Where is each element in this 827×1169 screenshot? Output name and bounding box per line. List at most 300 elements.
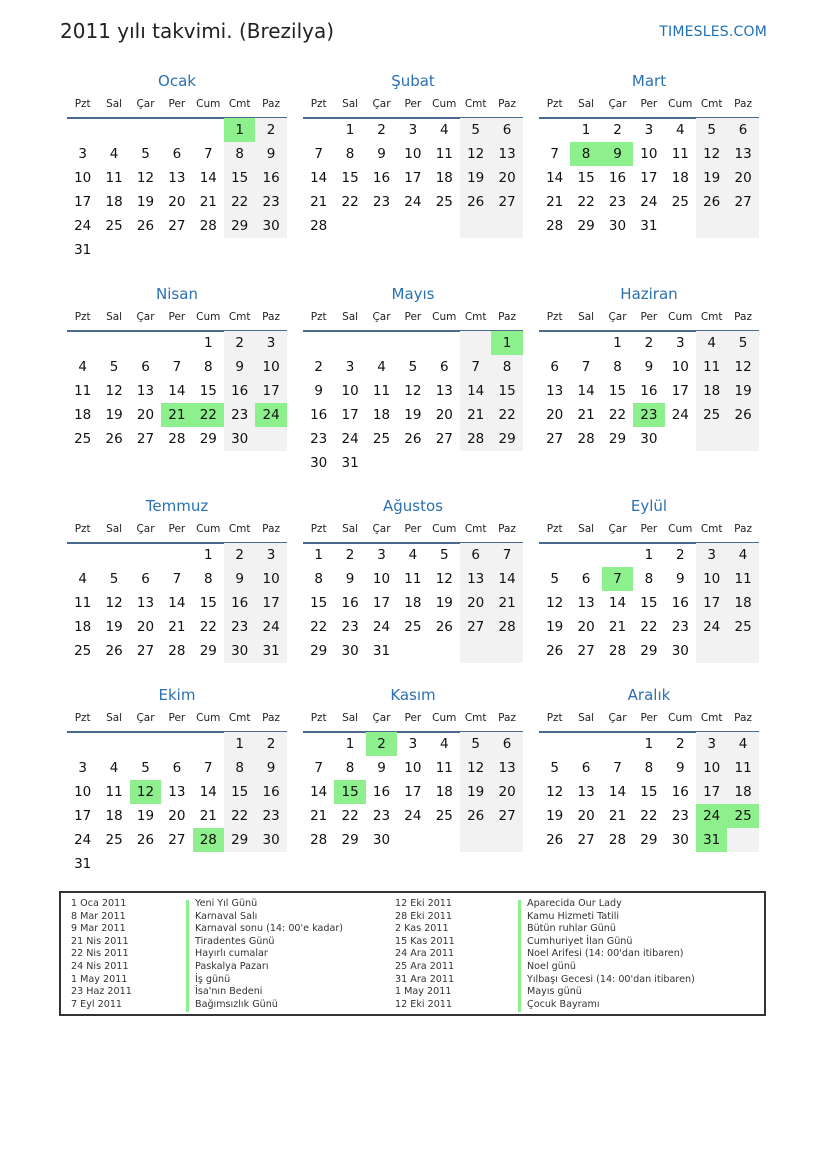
day-cell: 10 (341, 383, 359, 399)
weekday-label: Cmt (700, 311, 723, 323)
weekday-label: Sal (342, 712, 359, 724)
weekday-label: Cmt (700, 98, 723, 110)
day-cell: 24 (703, 619, 721, 635)
day-cell: 15 (640, 595, 658, 611)
day-cell: 3 (377, 547, 386, 563)
day-cell: 4 (439, 122, 449, 138)
day-cell: 14 (498, 571, 516, 587)
day-cell: 26 (467, 808, 485, 824)
day-cell: 18 (105, 194, 123, 210)
day-cell: 30 (310, 455, 328, 471)
day-cell: 11 (105, 784, 123, 800)
day-cell: 15 (199, 595, 217, 611)
day-cell: 17 (703, 784, 721, 800)
weekday-label: Sal (578, 712, 595, 724)
day-cell: 23 (372, 194, 391, 210)
holiday-date: 7 Eyl 2011 (71, 998, 123, 1010)
weekday-label: Cmt (464, 98, 487, 110)
day-cell: 19 (467, 170, 485, 186)
holiday-name: Çocuk Bayramı (527, 998, 600, 1010)
day-cell: 6 (502, 736, 512, 752)
weekday-label: Cum (668, 98, 693, 110)
holiday-date: 15 Kas 2011 (395, 935, 455, 947)
weekday-label: Cum (668, 311, 693, 323)
day-cell: 30 (671, 643, 689, 659)
day-cell: 25 (372, 431, 391, 447)
weekday-label: Paz (734, 523, 752, 535)
weekday-label: Cum (196, 98, 221, 110)
weekday-label: Cmt (700, 712, 723, 724)
day-cell: 16 (262, 170, 280, 186)
holiday-day-cell: 12 (130, 780, 161, 804)
holiday-day-cell: 2 (366, 732, 397, 756)
day-cell: 20 (136, 619, 155, 635)
day-cell: 28 (546, 218, 564, 234)
day-cell: 28 (577, 431, 595, 447)
day-cell: 26 (435, 619, 453, 635)
day-cell: 22 (608, 407, 627, 423)
day-cell: 3 (78, 146, 87, 162)
day-cell: 27 (498, 194, 516, 210)
day-cell: 20 (498, 170, 516, 186)
day-cell: 9 (345, 571, 355, 587)
day-cell: 29 (310, 643, 328, 659)
day-cell: 27 (734, 194, 752, 210)
day-cell: 16 (341, 595, 359, 611)
day-cell: 19 (435, 595, 453, 611)
weekday-label: Pzt (74, 712, 91, 724)
day-cell: 13 (498, 760, 516, 776)
weekday-label: Çar (608, 311, 627, 323)
weekday-label: Pzt (546, 98, 563, 110)
month-name: Ocak (158, 72, 196, 90)
day-cell: 22 (498, 407, 516, 423)
day-cell: 17 (671, 383, 689, 399)
day-cell: 9 (235, 571, 244, 587)
day-cell: 18 (74, 619, 92, 635)
day-cell: 26 (703, 194, 721, 210)
weekday-label: Per (168, 98, 186, 110)
day-cell: 31 (341, 455, 359, 471)
day-cell: 14 (199, 784, 217, 800)
weekday-label: Paz (262, 311, 280, 323)
day-cell: 23 (671, 808, 689, 824)
day-cell: 28 (608, 832, 627, 848)
day-cell: 10 (703, 760, 721, 776)
weekday-label: Cmt (464, 712, 487, 724)
weekday-label: Çar (136, 311, 155, 323)
weekday-label: Paz (262, 712, 280, 724)
day-cell: 7 (203, 760, 213, 776)
weekday-label: Sal (342, 311, 359, 323)
day-cell: 25 (105, 832, 123, 848)
day-cell: 11 (671, 146, 689, 162)
day-cell: 7 (550, 146, 559, 162)
holiday-name: Paskalya Pazarı (195, 960, 269, 972)
month-name: Eylül (630, 497, 668, 515)
day-cell: 3 (408, 736, 418, 752)
day-cell: 11 (404, 571, 422, 587)
day-cell: 9 (314, 383, 323, 399)
holiday-name: Cumhuriyet İlan Günü (527, 935, 633, 947)
day-cell: 29 (199, 431, 217, 447)
day-cell: 23 (262, 808, 280, 824)
day-cell: 23 (262, 194, 280, 210)
day-cell: 1 (345, 736, 355, 752)
day-cell: 20 (467, 595, 485, 611)
day-cell: 5 (408, 359, 418, 375)
weekday-label: Sal (578, 98, 595, 110)
day-cell: 11 (372, 383, 391, 399)
holiday-date: 2 Kas 2011 (395, 923, 449, 935)
day-cell: 1 (203, 547, 213, 563)
month-name: Haziran (620, 285, 678, 303)
weekday-label: Per (168, 712, 186, 724)
holiday-date: 1 May 2011 (71, 973, 128, 985)
weekday-label: Pzt (310, 311, 327, 323)
day-cell: 7 (502, 547, 512, 563)
weekday-label: Per (640, 712, 658, 724)
day-cell: 20 (168, 194, 186, 210)
day-cell: 3 (266, 547, 276, 563)
day-cell: 4 (738, 736, 748, 752)
day-cell: 9 (675, 571, 685, 587)
day-cell: 1 (203, 335, 213, 351)
day-cell: 21 (199, 808, 217, 824)
day-cell: 30 (671, 832, 689, 848)
day-cell: 5 (439, 547, 449, 563)
day-cell: 30 (640, 431, 658, 447)
holiday-name: Bağımsızlık Günü (195, 998, 278, 1010)
holiday-list (59, 891, 766, 1016)
weekday-label: Per (640, 523, 658, 535)
holiday-name: Mayıs günü (527, 986, 582, 998)
day-cell: 5 (471, 122, 480, 138)
day-cell: 17 (640, 170, 658, 186)
weekday-label: Sal (106, 712, 123, 724)
day-cell: 4 (707, 335, 716, 351)
day-cell: 16 (231, 383, 249, 399)
day-cell: 24 (74, 832, 92, 848)
day-cell: 26 (467, 194, 485, 210)
day-cell: 27 (435, 431, 453, 447)
weekday-label: Per (640, 98, 658, 110)
day-cell: 10 (703, 571, 721, 587)
day-cell: 2 (644, 335, 654, 351)
day-cell: 8 (314, 571, 323, 587)
day-cell: 2 (266, 736, 276, 752)
holiday-day-cell: 22 (193, 403, 224, 427)
day-cell: 14 (608, 784, 627, 800)
day-cell: 7 (172, 571, 182, 587)
day-cell: 13 (467, 571, 485, 587)
day-cell: 18 (435, 170, 453, 186)
day-cell: 12 (136, 170, 155, 186)
day-cell: 13 (498, 146, 516, 162)
day-cell: 25 (734, 619, 752, 635)
weekday-label: Cmt (700, 523, 723, 535)
day-cell: 28 (168, 431, 186, 447)
day-cell: 18 (734, 595, 752, 611)
day-cell: 2 (613, 122, 622, 138)
day-cell: 9 (266, 146, 276, 162)
day-cell: 11 (734, 571, 752, 587)
weekday-label: Sal (106, 523, 123, 535)
day-cell: 15 (310, 595, 328, 611)
weekday-label: Çar (372, 712, 391, 724)
day-cell: 25 (105, 218, 123, 234)
day-cell: 4 (78, 571, 87, 587)
day-cell: 21 (608, 619, 627, 635)
day-cell: 2 (235, 335, 244, 351)
day-cell: 16 (310, 407, 328, 423)
day-cell: 7 (314, 146, 323, 162)
day-cell: 1 (345, 122, 355, 138)
day-cell: 14 (310, 170, 328, 186)
day-cell: 5 (707, 122, 716, 138)
day-cell: 13 (734, 146, 752, 162)
day-cell: 27 (577, 832, 595, 848)
day-cell: 20 (498, 784, 516, 800)
holiday-name: Kamu Hizmeti Tatili (527, 910, 620, 922)
day-cell: 11 (435, 146, 453, 162)
day-cell: 20 (577, 808, 595, 824)
day-cell: 9 (377, 760, 386, 776)
day-cell: 20 (577, 619, 595, 635)
day-cell: 1 (581, 122, 591, 138)
weekday-label: Sal (106, 311, 123, 323)
day-cell: 17 (74, 194, 92, 210)
weekday-label: Cum (432, 311, 457, 323)
holiday-name: Karnaval sonu (14: 00'e kadar) (195, 923, 344, 935)
day-cell: 26 (136, 218, 155, 234)
weekday-label: Pzt (546, 712, 563, 724)
day-cell: 9 (644, 359, 654, 375)
day-cell: 12 (703, 146, 721, 162)
weekday-label: Paz (498, 712, 516, 724)
day-cell: 10 (262, 571, 280, 587)
day-cell: 21 (310, 808, 328, 824)
day-cell: 21 (199, 194, 217, 210)
day-cell: 12 (404, 383, 422, 399)
weekday-label: Çar (372, 311, 391, 323)
holiday-names-right (527, 898, 695, 1011)
day-cell: 10 (671, 359, 689, 375)
day-cell: 19 (546, 619, 564, 635)
day-cell: 3 (408, 122, 418, 138)
day-cell: 13 (168, 170, 186, 186)
holiday-date: 12 Eki 2011 (395, 998, 453, 1010)
day-cell: 8 (235, 760, 244, 776)
day-cell: 18 (105, 808, 123, 824)
day-cell: 28 (168, 643, 186, 659)
weekday-label: Cum (196, 311, 221, 323)
day-cell: 13 (168, 784, 186, 800)
day-cell: 3 (675, 335, 685, 351)
day-cell: 10 (74, 170, 92, 186)
day-cell: 14 (546, 170, 564, 186)
day-cell: 26 (105, 643, 123, 659)
holiday-day-cell: 1 (224, 118, 255, 142)
holiday-name: Hayırlı cumalar (195, 948, 268, 960)
holiday-name: İsa'nın Bedeni (195, 986, 263, 998)
day-cell: 17 (404, 170, 422, 186)
month-name: Aralık (627, 686, 671, 704)
day-cell: 29 (199, 643, 217, 659)
day-cell: 12 (435, 571, 453, 587)
day-cell: 28 (310, 218, 328, 234)
day-cell: 12 (467, 760, 485, 776)
day-cell: 27 (168, 832, 186, 848)
day-cell: 30 (372, 832, 391, 848)
day-cell: 1 (613, 335, 622, 351)
day-cell: 15 (640, 784, 658, 800)
day-cell: 1 (314, 547, 323, 563)
day-cell: 21 (608, 808, 627, 824)
day-cell: 10 (404, 146, 422, 162)
day-cell: 21 (467, 407, 485, 423)
day-cell: 19 (105, 407, 123, 423)
day-cell: 19 (136, 194, 155, 210)
holiday-dates-right (395, 898, 455, 1011)
day-cell: 27 (136, 643, 155, 659)
day-cell: 3 (345, 359, 355, 375)
day-cell: 11 (734, 760, 752, 776)
day-cell: 27 (168, 218, 186, 234)
month-name: Mayıs (391, 285, 435, 303)
day-cell: 9 (235, 359, 244, 375)
day-cell: 13 (577, 595, 595, 611)
day-cell: 23 (608, 194, 627, 210)
weekday-label: Çar (372, 98, 391, 110)
weekday-label: Per (404, 311, 422, 323)
day-cell: 1 (644, 547, 654, 563)
day-cell: 10 (262, 359, 280, 375)
day-cell: 14 (199, 170, 217, 186)
day-cell: 27 (136, 431, 155, 447)
weekday-label: Per (404, 98, 422, 110)
weekday-label: Sal (342, 523, 359, 535)
weekday-label: Cum (668, 523, 693, 535)
holiday-date: 22 Nis 2011 (71, 948, 129, 960)
weekday-label: Cum (196, 523, 221, 535)
day-cell: 16 (231, 595, 249, 611)
holiday-name: Bütün ruhlar Günü (527, 923, 616, 935)
day-cell: 6 (550, 359, 559, 375)
day-cell: 25 (74, 643, 92, 659)
day-cell: 31 (74, 242, 92, 258)
day-cell: 29 (640, 643, 658, 659)
day-cell: 13 (136, 595, 155, 611)
weekday-label: Paz (734, 98, 752, 110)
day-cell: 5 (109, 359, 119, 375)
day-cell: 16 (262, 784, 280, 800)
day-cell: 25 (703, 407, 721, 423)
weekday-label: Pzt (546, 311, 563, 323)
holiday-day-cell: 25 (727, 804, 758, 828)
day-cell: 10 (640, 146, 658, 162)
weekday-label: Pzt (74, 523, 91, 535)
day-cell: 20 (435, 407, 453, 423)
month-name: Temmuz (145, 497, 209, 515)
day-cell: 25 (74, 431, 92, 447)
month-name: Ağustos (383, 497, 443, 515)
weekday-label: Sal (578, 311, 595, 323)
day-cell: 6 (581, 571, 591, 587)
day-cell: 20 (136, 407, 155, 423)
brand-link[interactable]: TIMESLES.COM (659, 24, 767, 40)
day-cell: 16 (671, 784, 689, 800)
holiday-day-cell: 23 (633, 403, 664, 427)
day-cell: 9 (266, 760, 276, 776)
day-cell: 6 (172, 760, 182, 776)
day-cell: 25 (435, 194, 453, 210)
weekday-label: Cum (196, 712, 221, 724)
weekday-label: Paz (734, 712, 752, 724)
day-cell: 12 (467, 146, 485, 162)
day-cell: 17 (262, 595, 280, 611)
day-cell: 30 (608, 218, 627, 234)
weekday-label: Çar (136, 98, 155, 110)
day-cell: 4 (675, 122, 685, 138)
day-cell: 8 (613, 359, 622, 375)
day-cell: 30 (231, 431, 249, 447)
day-cell: 22 (640, 619, 658, 635)
day-cell: 6 (141, 571, 150, 587)
day-cell: 6 (502, 122, 512, 138)
holiday-date: 25 Ara 2011 (395, 960, 455, 972)
day-cell: 15 (199, 383, 217, 399)
day-cell: 3 (266, 335, 276, 351)
holiday-date: 24 Ara 2011 (395, 948, 455, 960)
day-cell: 1 (644, 736, 654, 752)
day-cell: 7 (613, 760, 622, 776)
day-cell: 26 (105, 431, 123, 447)
day-cell: 22 (341, 808, 359, 824)
day-cell: 19 (467, 784, 485, 800)
weekday-label: Cmt (228, 98, 251, 110)
day-cell: 29 (608, 431, 627, 447)
day-cell: 26 (136, 832, 155, 848)
day-cell: 7 (203, 146, 213, 162)
day-cell: 25 (404, 619, 422, 635)
day-cell: 31 (74, 856, 92, 872)
weekday-label: Per (168, 523, 186, 535)
day-cell: 21 (310, 194, 328, 210)
day-cell: 18 (435, 784, 453, 800)
holiday-day-cell: 8 (570, 142, 601, 166)
day-cell: 16 (640, 383, 658, 399)
day-cell: 26 (546, 832, 564, 848)
day-cell: 6 (581, 760, 591, 776)
day-cell: 16 (671, 595, 689, 611)
day-cell: 12 (105, 595, 123, 611)
day-cell: 23 (671, 619, 689, 635)
weekday-label: Per (168, 311, 186, 323)
day-cell: 5 (141, 760, 150, 776)
weekday-label: Çar (136, 712, 155, 724)
weekday-label: Cmt (464, 311, 487, 323)
holiday-day-cell: 7 (602, 567, 633, 591)
day-cell: 14 (608, 595, 627, 611)
day-cell: 27 (577, 643, 595, 659)
weekday-label: Per (404, 523, 422, 535)
day-cell: 22 (231, 808, 249, 824)
day-cell: 5 (550, 571, 559, 587)
day-cell: 22 (310, 619, 328, 635)
day-cell: 20 (734, 170, 752, 186)
day-cell: 24 (341, 431, 359, 447)
